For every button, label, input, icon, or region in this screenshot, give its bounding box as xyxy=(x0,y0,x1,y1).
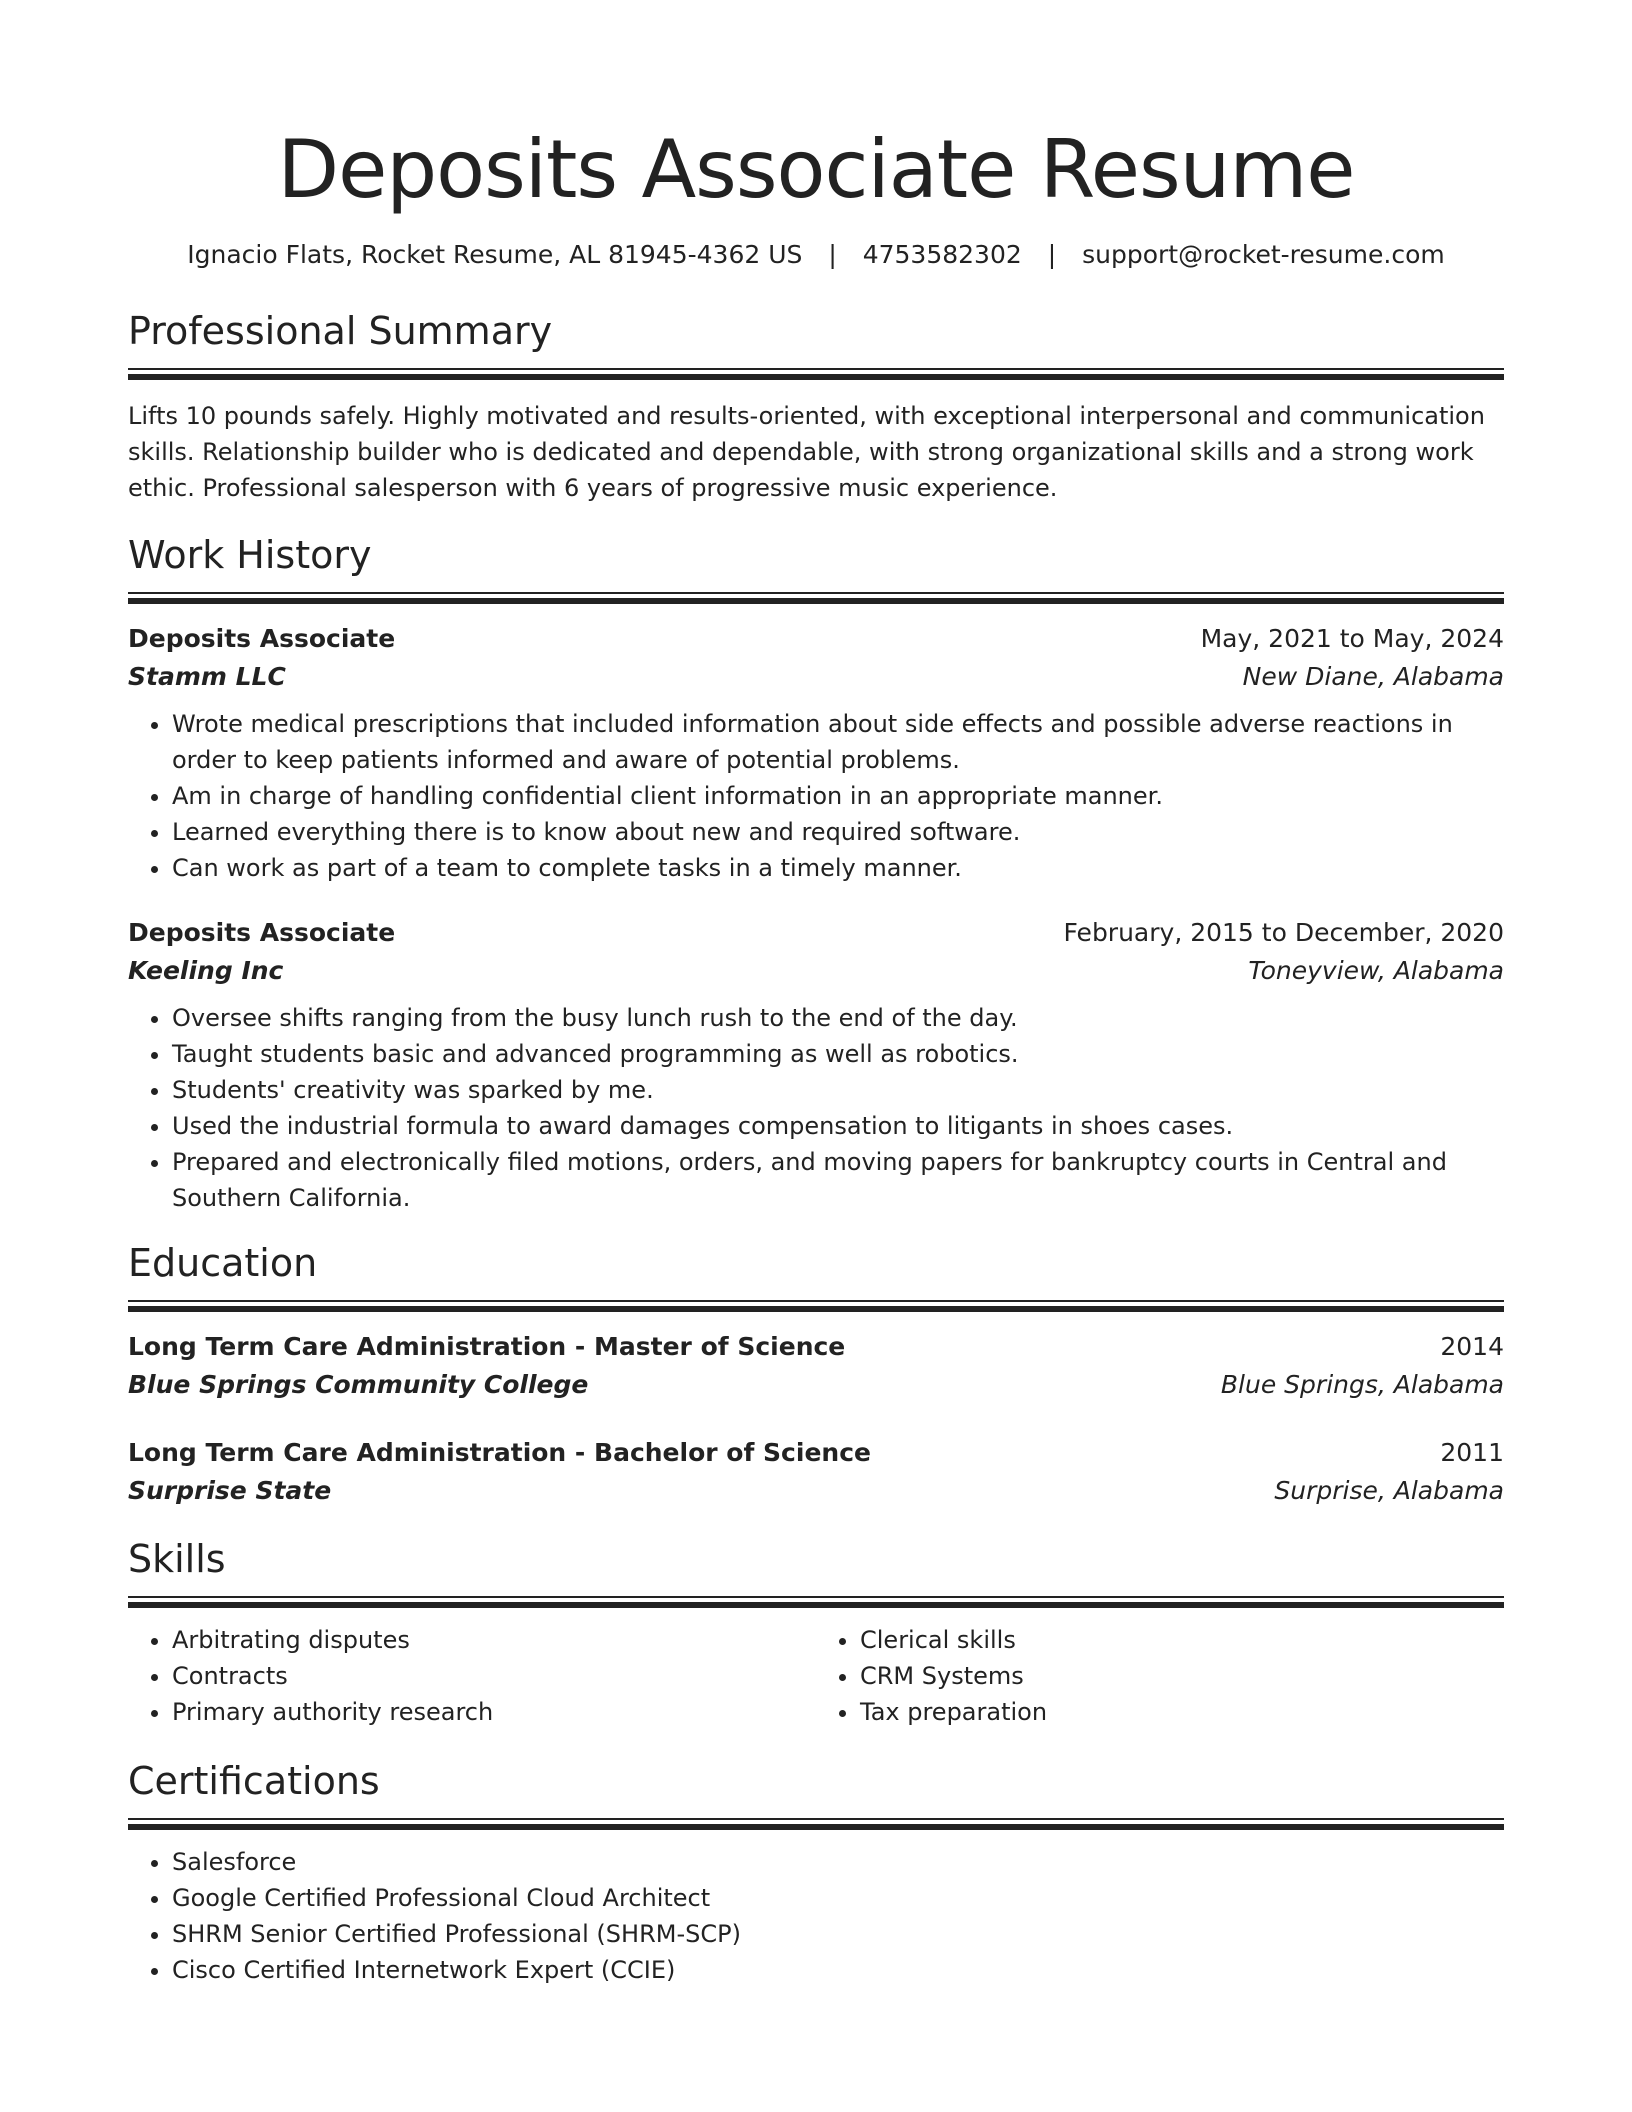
section-heading: Work History xyxy=(128,533,372,577)
education-degree: Long Term Care Administration - Master of Science xyxy=(128,1332,846,1361)
education-entry xyxy=(128,1328,1504,1404)
resume-title: Deposits Associate Resume xyxy=(277,123,1355,216)
education-degree: Long Term Care Administration - Bachelor of Science xyxy=(128,1438,871,1467)
job-location: New Diane, Alabama xyxy=(1242,662,1504,691)
list-item: • SHRM Senior Certified Professional (SHRM-SCP) xyxy=(172,1916,1504,1952)
list-item: • Am in charge of handling confidential client information in an appropriate manner. xyxy=(172,778,1504,814)
education-section xyxy=(128,1240,1504,1510)
section-rule xyxy=(128,1596,1504,1606)
list-item: • Tax preparation xyxy=(860,1694,1504,1730)
education-school: Surprise State xyxy=(128,1476,332,1505)
list-item: • Wrote medical prescriptions that included information about side effects and possible adverse reactions in order to keep patients informed and aware of potential problems. xyxy=(172,706,1504,778)
summary-text: Lifts 10 pounds safely. Highly motivated and results-oriented, with exceptional interpersonal and communication skills. Relationship builder who is dedicated and dependable, with strong organizational skills and a strong work ethic. Professional salesperson with 6 years of progressive music experience. xyxy=(128,402,1485,502)
list-item: • Used the industrial formula to award damages compensation to litigants in shoes cases. xyxy=(172,1108,1504,1144)
section-rule xyxy=(128,592,1504,602)
skills-section xyxy=(128,1536,1504,1730)
contact-address: Ignacio Flats, Rocket Resume, AL 81945-4362 US xyxy=(187,240,803,269)
list-item: • Primary authority research xyxy=(172,1694,816,1730)
job-dates: May, 2021 to May, 2024 xyxy=(1200,624,1504,653)
resume-page xyxy=(128,0,1504,1988)
list-item: • Learned everything there is to know about new and required software. xyxy=(172,814,1504,850)
list-item: • Students' creativity was sparked by me. xyxy=(172,1072,1504,1108)
section-heading: Professional Summary xyxy=(128,309,553,353)
skills-columns xyxy=(128,1622,1504,1730)
job-title: Deposits Associate xyxy=(128,624,396,653)
certifications-section xyxy=(128,1758,1504,1988)
contact-separator: | xyxy=(1047,240,1057,269)
list-item: • Cisco Certified Internetwork Expert (CCIE) xyxy=(172,1952,1504,1988)
list-item: • Google Certified Professional Cloud Architect xyxy=(172,1880,1504,1916)
list-item: • Can work as part of a team to complete tasks in a timely manner. xyxy=(172,850,1504,886)
list-item: • Oversee shifts ranging from the busy lunch rush to the end of the day. xyxy=(172,1000,1504,1036)
contact-email: support@rocket-resume.com xyxy=(1082,240,1445,269)
job-title: Deposits Associate xyxy=(128,918,396,947)
section-rule xyxy=(128,1818,1504,1828)
list-item: • Salesforce xyxy=(172,1844,1504,1880)
summary-section xyxy=(128,308,1504,506)
work-section xyxy=(128,532,1504,1216)
section-heading: Certifications xyxy=(128,1759,380,1803)
skills-list-right xyxy=(816,1622,1504,1730)
list-item: • Taught students basic and advanced programming as well as robotics. xyxy=(172,1036,1504,1072)
skills-list-left xyxy=(128,1622,816,1730)
contact-phone: 4753582302 xyxy=(862,240,1022,269)
job-location: Toneyview, Alabama xyxy=(1248,956,1504,985)
section-rule xyxy=(128,1300,1504,1310)
job-entry xyxy=(128,914,1504,1216)
education-location: Blue Springs, Alabama xyxy=(1220,1370,1504,1399)
list-item: • Clerical skills xyxy=(860,1622,1504,1658)
section-heading: Skills xyxy=(128,1537,226,1581)
education-school: Blue Springs Community College xyxy=(128,1370,589,1399)
education-year: 2011 xyxy=(1440,1438,1504,1467)
education-entry xyxy=(128,1434,1504,1510)
job-dates: February, 2015 to December, 2020 xyxy=(1063,918,1504,947)
job-company: Stamm LLC xyxy=(128,662,286,691)
education-location: Surprise, Alabama xyxy=(1274,1476,1504,1505)
certifications-list xyxy=(128,1844,1504,1988)
job-bullets xyxy=(128,1000,1504,1216)
section-heading: Education xyxy=(128,1241,318,1285)
job-bullets xyxy=(128,706,1504,886)
list-item: • Prepared and electronically filed motions, orders, and moving papers for bankruptcy courts in Central and Southern California. xyxy=(172,1144,1504,1216)
contact-separator: | xyxy=(828,240,837,269)
job-company: Keeling Inc xyxy=(128,956,284,985)
list-item: • CRM Systems xyxy=(860,1658,1504,1694)
education-year: 2014 xyxy=(1440,1332,1504,1361)
list-item: • Arbitrating disputes xyxy=(172,1622,816,1658)
list-item: • Contracts xyxy=(172,1658,816,1694)
contact-line xyxy=(128,238,1504,272)
job-entry xyxy=(128,620,1504,886)
section-rule xyxy=(128,368,1504,378)
